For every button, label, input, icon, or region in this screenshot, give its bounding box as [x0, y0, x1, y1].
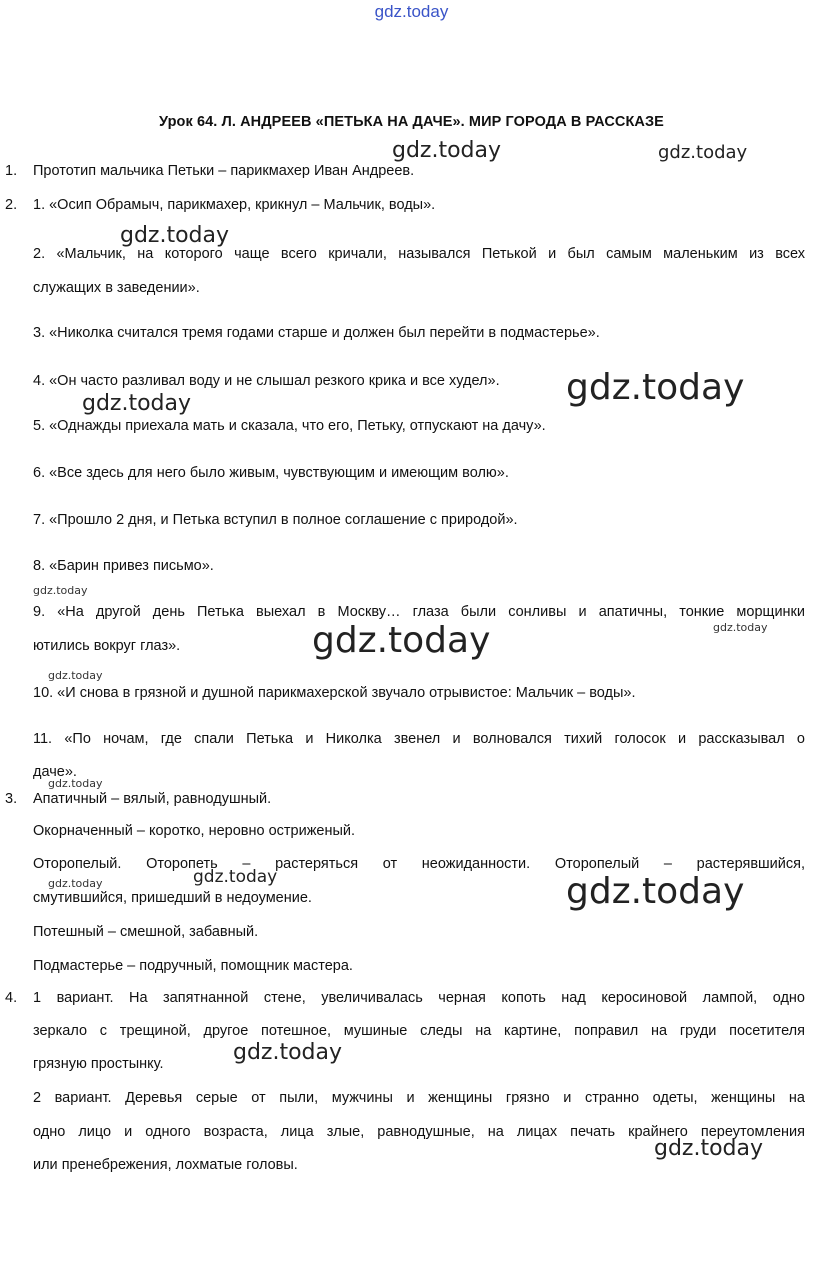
watermark: gdz.today [658, 142, 748, 163]
answer-1-text: Прототип мальчика Петьки – парикмахер Иван Андреев. [33, 163, 415, 179]
site-link[interactable]: gdz.today [374, 2, 449, 21]
answer-2-item-2-line-2: служащих в заведении». [33, 280, 200, 296]
answer-2-item-8: 8. «Барин привез письмо». [33, 558, 214, 574]
watermark: gdz.today [233, 1040, 343, 1065]
answer-4-variant-1-line-3: грязную простынку. [33, 1056, 164, 1072]
answer-2-item-11-line-2: даче». [33, 764, 77, 780]
answer-4-variant-2-line-1: 2 вариант. Деревья серые от пыли, мужчины и женщины грязно и странно одеты, женщины на [33, 1090, 805, 1106]
watermark: gdz.today [566, 871, 745, 912]
answer-4-variant-2-line-3: или пренебрежения, лохматые головы. [33, 1157, 298, 1173]
watermark: gdz.today [193, 867, 278, 887]
watermark: gdz.today [82, 391, 192, 416]
answer-3-line-3: Оторопелый. Оторопеть – растеряться от неожиданности. Оторопелый – растерявшийся, [33, 856, 805, 872]
watermark: gdz.today [312, 620, 491, 661]
item-number-4: 4. [5, 990, 18, 1006]
item-number-2: 2. [5, 197, 18, 213]
answer-3-line-2: Окорначенный – коротко, неровно остриженый. [33, 823, 356, 839]
answer-2-item-6: 6. «Все здесь для него было живым, чувствующим и имеющим волю». [33, 465, 509, 481]
answer-4-variant-2-line-2: одно лицо и одного возраста, лица злые, равнодушные, на лицах печать крайнего переутомления [33, 1124, 805, 1140]
answer-2-item-5: 5. «Однажды приехала мать и сказала, что его, Петьку, отпускают на дачу». [33, 418, 546, 434]
watermark: gdz.today [48, 669, 103, 682]
answer-4-variant-1-line-1: 1 вариант. На запятнанной стене, увеличивалась черная копоть над керосиновой лампой, одно [33, 990, 805, 1006]
item-number-1: 1. [5, 163, 18, 179]
watermark: gdz.today [566, 367, 745, 408]
answer-2-item-11-line-1: 11. «По ночам, где спали Петька и Николка звенел и волновался тихий голосок и рассказывал о [33, 731, 805, 747]
watermark: gdz.today [48, 877, 103, 890]
answer-2-item-2-line-1: 2. «Мальчик, на которого чаще всего кричали, назывался Петькой и был самым маленьким из всех [33, 246, 805, 262]
watermark: gdz.today [120, 223, 230, 248]
answer-2-item-1: 1. «Осип Обрамыч, парикмахер, крикнул – Мальчик, воды». [33, 197, 436, 213]
watermark: gdz.today [33, 584, 88, 597]
answer-2-item-9-line-2: ютились вокруг глаз». [33, 638, 181, 654]
answer-3-line-5: Потешный – смешной, забавный. [33, 924, 259, 940]
answer-2-item-7: 7. «Прошло 2 дня, и Петька вступил в полное соглашение с природой». [33, 512, 518, 528]
answer-3-line-4: смутившийся, пришедший в недоумение. [33, 890, 312, 906]
answer-4-variant-1-line-2: зеркало с трещиной, другое потешное, мушиные следы на картине, поправил на груди посетителя [33, 1023, 805, 1039]
answer-2-item-10: 10. «И снова в грязной и душной парикмахерской звучало отрывистое: Мальчик – воды». [33, 685, 636, 701]
answer-3-line-1: Апатичный – вялый, равнодушный. [33, 791, 272, 807]
answer-3-line-6: Подмастерье – подручный, помощник мастера. [33, 958, 353, 974]
watermark: gdz.today [654, 1136, 764, 1161]
answer-2-item-3: 3. «Николка считался тремя годами старше и должен был перейти в подмастерье». [33, 325, 600, 341]
watermark: gdz.today [392, 138, 502, 163]
watermark: gdz.today [48, 777, 103, 790]
answer-2-item-4: 4. «Он часто разливал воду и не слышал резкого крика и все худел». [33, 373, 500, 389]
item-number-3: 3. [5, 791, 18, 807]
lesson-title: Урок 64. Л. АНДРЕЕВ «ПЕТЬКА НА ДАЧЕ». МИР ГОРОДА В РАССКАЗЕ [159, 114, 664, 130]
answer-2-item-9-line-1: 9. «На другой день Петька выехал в Москву… глаза были сонливы и апатичны, тонкие морщинки [33, 604, 805, 620]
watermark: gdz.today [713, 621, 768, 634]
